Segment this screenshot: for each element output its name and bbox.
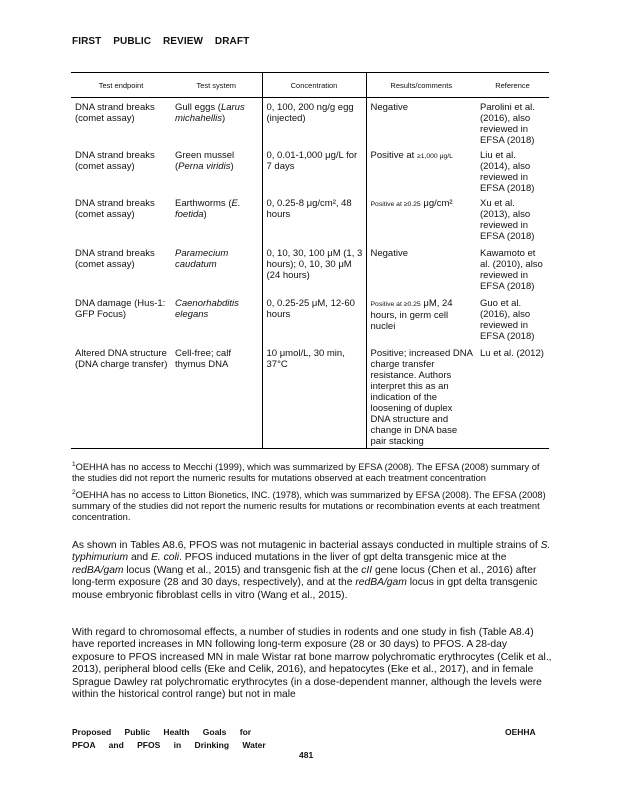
body-paragraph-mutation: As shown in Tables A8.6, PFOS was not mutagenic in bacterial assays conducted in multiple strains of S. typhimurium and E. coli. PFOS induced mutations in the liver of gpt delta transgenic mice at the redBA/gam locus (Wang et al., 2015) and transgenic fish at the cII gene locus (Chen et al., 2016) after long-term exposure (28 and 30 days, respectively), and at the redBA/gam locus in gpt delta transgenic mouse embryonic fibroblast cells in vitro (Wang et al., 2015). <box>72 540 551 601</box>
col-header-system: Test system <box>171 73 262 98</box>
body-paragraph-chromosomal: With regard to chromosomal effects, a number of studies in rodents and one study in fish (Table A8.4) have reported increases in MN following long-term exposure (28 or 30 days) to PFOS. A 28-day exposure to PFOS increased MN in male Wistar rat bone marrow polychromatic erythrocytes (Celik et al., 2013), peripheral blood cells (Eke and Celik, 2016), and hepatocytes (Eke et al., 2017), and in female Sprague Dawley rat polychromatic erythrocytes (in a dose-dependent manner, although the levels were within the historical control range) but not in male <box>72 627 552 701</box>
results-cell: Positive at ≥0.25 μM, 24 hours, in germ cell nuclei <box>366 294 476 344</box>
endpoint-cell: DNA damage (Hus-1: GFP Focus) <box>75 298 166 320</box>
footer-agency: OEHHA <box>505 727 536 737</box>
table-row <box>71 294 549 344</box>
concentration-cell: 0, 0.01-1,000 μg/L for 7 days <box>262 146 366 194</box>
concentration-cell: 0, 10, 30, 100 μM (1, 3 hours); 0, 10, 30 μM (24 hours) <box>262 244 366 294</box>
reference-cell: Kawamoto et al. (2010), also reviewed in EFSA (2018) <box>480 248 543 292</box>
results-cell: Positive at ≥1,000 μg/L <box>366 146 476 194</box>
results-cell: Negative <box>366 244 476 294</box>
reference-cell: Xu et al. (2013), also reviewed in EFSA (2018) <box>480 198 535 242</box>
table-header-row <box>71 73 549 98</box>
test-system-cell: Gull eggs (Larus michahellis) <box>175 102 245 124</box>
reference-cell: Guo et al. (2016), also reviewed in EFSA (2018) <box>480 298 535 342</box>
genotoxicity-table <box>71 72 549 449</box>
results-cell: Positive; increased DNA charge transfer resistance. Authors interpret this as an indication of the loosening of duplex DNA structure and change in DNA base pair stacking <box>366 344 476 449</box>
endpoint-cell: DNA strand breaks (comet assay) <box>75 102 155 124</box>
table-row <box>71 244 549 294</box>
concentration-cell: 0, 0.25-8 μg/cm², 48 hours <box>262 194 366 244</box>
table-row <box>71 146 549 194</box>
endpoint-cell: DNA strand breaks (comet assay) <box>75 198 155 220</box>
page-number: 481 <box>299 750 314 760</box>
table-row <box>71 98 549 147</box>
footnote: $^2$OEHHA has no access to Litton Bionetics, INC. (1978), which was summarized by EFSA (2008). The EFSA (2008) summary of the studies did not report the numeric results for mutations or recombination events at each treatment concentration. <box>72 489 546 523</box>
concentration-cell: 10 μmol/L, 30 min, 37°C <box>262 344 366 449</box>
footnote: $^1$OEHHA has no access to Mecchi (1999), which was summarized by EFSA (2008). The EFSA (2008) summary of the studies did not report the numeric results for mutations observed at each treatment concentration <box>72 461 540 484</box>
results-cell: Negative <box>366 98 476 147</box>
concentration-cell: 0, 100, 200 ng/g egg (injected) <box>262 98 366 147</box>
col-header-results: Results/comments <box>366 73 476 98</box>
concentration-cell: 0, 0.25-25 μM, 12-60 hours <box>262 294 366 344</box>
reference-cell: Lu et al. (2012) <box>476 344 549 449</box>
footer-doc-title: Proposed Public Health Goals for PFOA and PFOS in Drinking Water <box>72 727 266 750</box>
test-system-cell: Cell-free; calf thymus DNA <box>171 344 262 449</box>
test-system-cell: Paramecium caudatum <box>175 248 229 270</box>
test-system-cell: Caenorhabditis elegans <box>175 298 239 320</box>
table-row <box>71 344 549 449</box>
results-cell: Positive at ≥0.25 μg/cm² <box>366 194 476 244</box>
draft-header: FIRST PUBLIC REVIEW DRAFT <box>72 36 250 47</box>
col-header-endpoint: Test endpoint <box>71 73 171 98</box>
test-system-cell: Green mussel (Perna viridis) <box>175 150 235 172</box>
col-header-concentration: Concentration <box>262 73 366 98</box>
col-header-reference: Reference <box>476 73 549 98</box>
reference-cell: Liu et al. (2014), also reviewed in EFSA (2018) <box>480 150 535 194</box>
table-row <box>71 194 549 244</box>
reference-cell: Parolini et al. (2016), also reviewed in EFSA (2018) <box>480 102 535 146</box>
endpoint-cell: DNA strand breaks (comet assay) <box>75 248 155 270</box>
footnotes <box>72 459 552 523</box>
endpoint-cell: DNA strand breaks (comet assay) <box>75 150 155 172</box>
test-system-cell: Earthworms (E. foetida) <box>175 198 241 220</box>
endpoint-cell: Altered DNA structure (DNA charge transfer) <box>71 344 171 449</box>
